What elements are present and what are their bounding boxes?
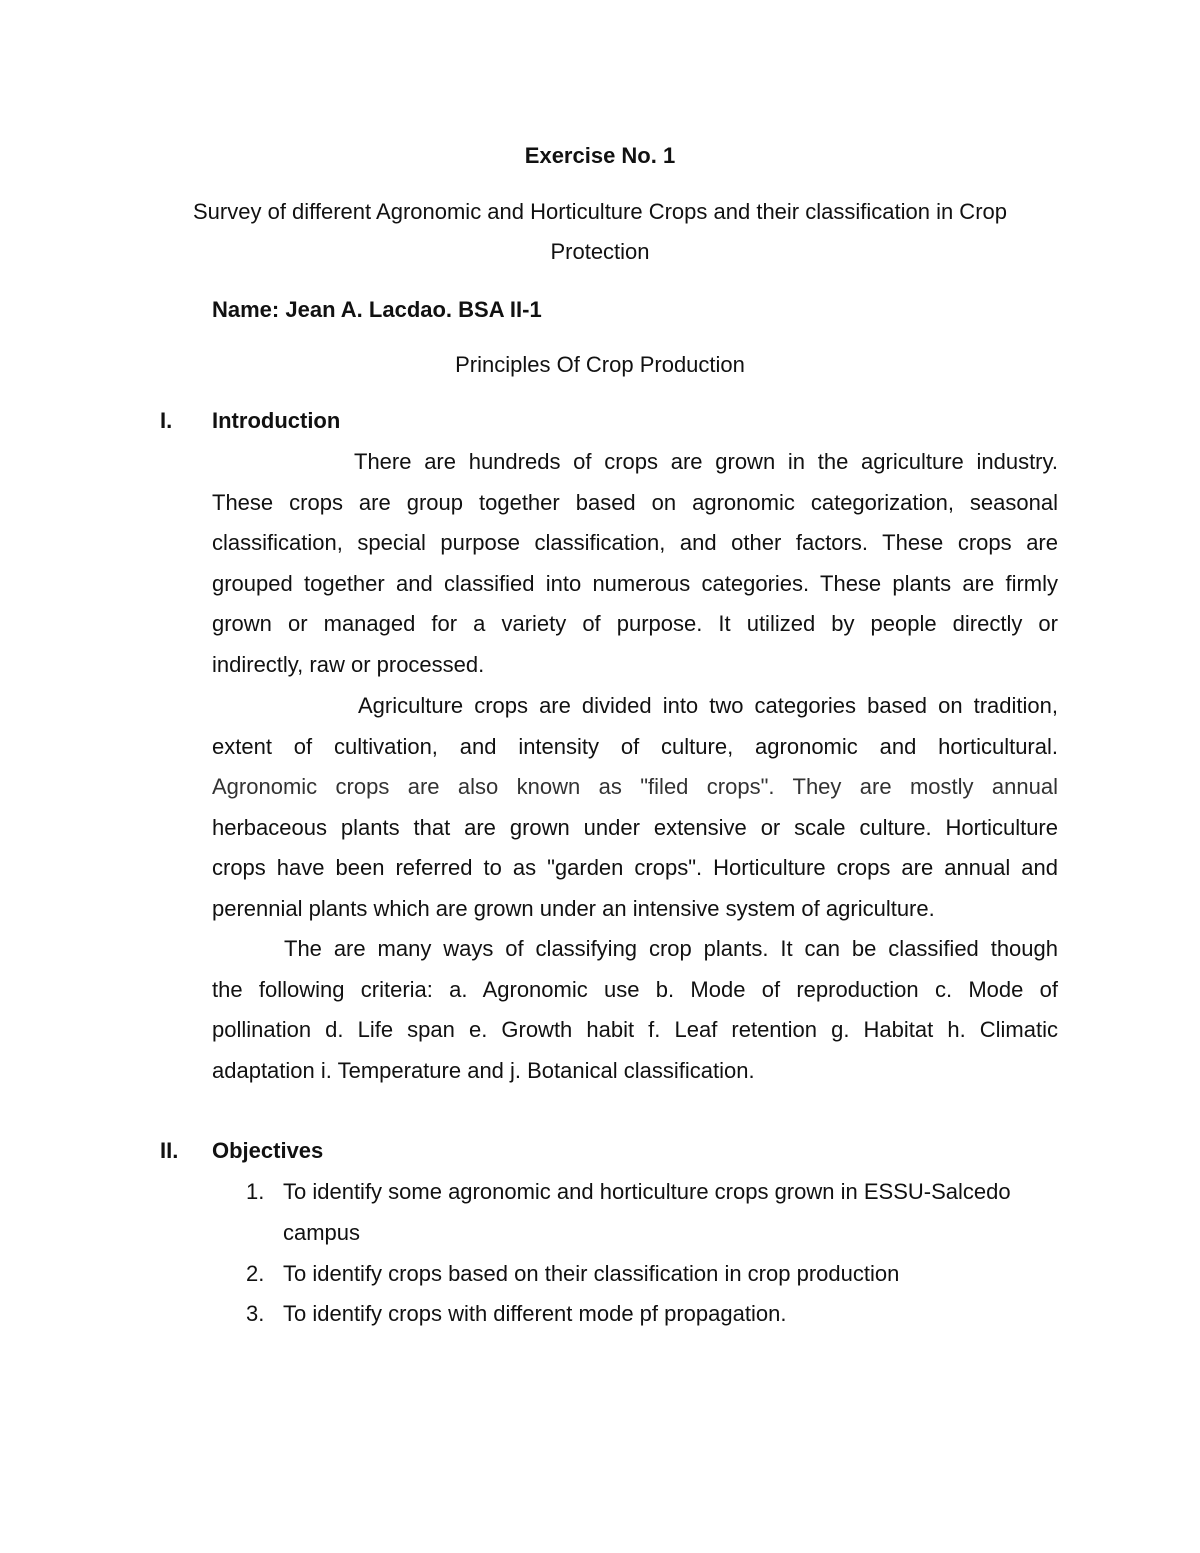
intro-p1-line: These crops are group together based on agronomic categorization, seasonal: [212, 489, 1058, 515]
objective-line: campus: [283, 1219, 361, 1245]
section-heading-objectives: Objectives: [212, 1138, 324, 1163]
intro-p2-line: Agronomic crops are also known as "filed crops". They are mostly annual: [212, 774, 1058, 800]
objective-number: 1.: [246, 1179, 265, 1204]
intro-p1-line: indirectly, raw or processed.: [212, 651, 485, 677]
course-title: Principles Of Crop Production: [455, 352, 745, 377]
objective-number: 3.: [246, 1301, 265, 1326]
objective-text: [283, 1254, 1073, 1295]
objective-line: To identify some agronomic and horticulture crops grown in ESSU-Salcedo: [283, 1179, 1011, 1204]
intro-p2-line: perennial plants which are grown under an intensive system of agriculture.: [212, 895, 935, 921]
survey-title-line-2: Protection: [550, 239, 650, 264]
section-number-introduction: I.: [160, 408, 173, 433]
intro-paragraph-2: [212, 686, 1058, 930]
intro-p2-line: crops have been referred to as "garden crops". Horticulture crops are annual and: [212, 855, 1058, 881]
section-number-objectives: II.: [160, 1138, 179, 1163]
intro-p3-line: The are many ways of classifying crop plants. It can be classified though: [284, 936, 1058, 961]
student-name: Name: Jean A. Lacdao. BSA II-1: [212, 297, 542, 322]
intro-p2-line: herbaceous plants that are grown under extensive or scale culture. Horticulture: [212, 814, 1058, 840]
survey-title-line-1: Survey of different Agronomic and Horticulture Crops and their classification in Crop: [193, 199, 1007, 224]
objective-text: [283, 1172, 1073, 1253]
intro-p1-line: grouped together and classified into numerous categories. These plants are firmly: [212, 570, 1058, 596]
intro-p2-line: Agriculture crops are divided into two categories based on tradition,: [358, 693, 1058, 718]
intro-p1-line: classification, special purpose classification, and other factors. These crops are: [212, 530, 1058, 556]
intro-paragraph-3: [212, 929, 1058, 1091]
objective-text: [283, 1294, 1073, 1335]
section-heading-introduction: Introduction: [212, 408, 341, 433]
intro-p3-line: pollination d. Life span e. Growth habit f. Leaf retention g. Habitat h. Climatic: [212, 1017, 1058, 1043]
intro-p1-line: There are hundreds of crops are grown in the agriculture industry.: [354, 449, 1058, 474]
intro-p3-line: the following criteria: a. Agronomic use b. Mode of reproduction c. Mode of: [212, 976, 1058, 1002]
objective-line: To identify crops based on their classification in crop production: [283, 1261, 900, 1286]
intro-paragraph-1: [212, 442, 1058, 686]
intro-p2-line: extent of cultivation, and intensity of culture, agronomic and horticultural.: [212, 733, 1058, 759]
intro-p3-line: adaptation i. Temperature and j. Botanical classification.: [212, 1057, 755, 1083]
exercise-title: Exercise No. 1: [524, 143, 676, 168]
objective-line: To identify crops with different mode pf propagation.: [283, 1301, 787, 1326]
intro-p1-line: grown or managed for a variety of purpose. It utilized by people directly or: [212, 611, 1058, 637]
objective-number: 2.: [246, 1261, 265, 1286]
